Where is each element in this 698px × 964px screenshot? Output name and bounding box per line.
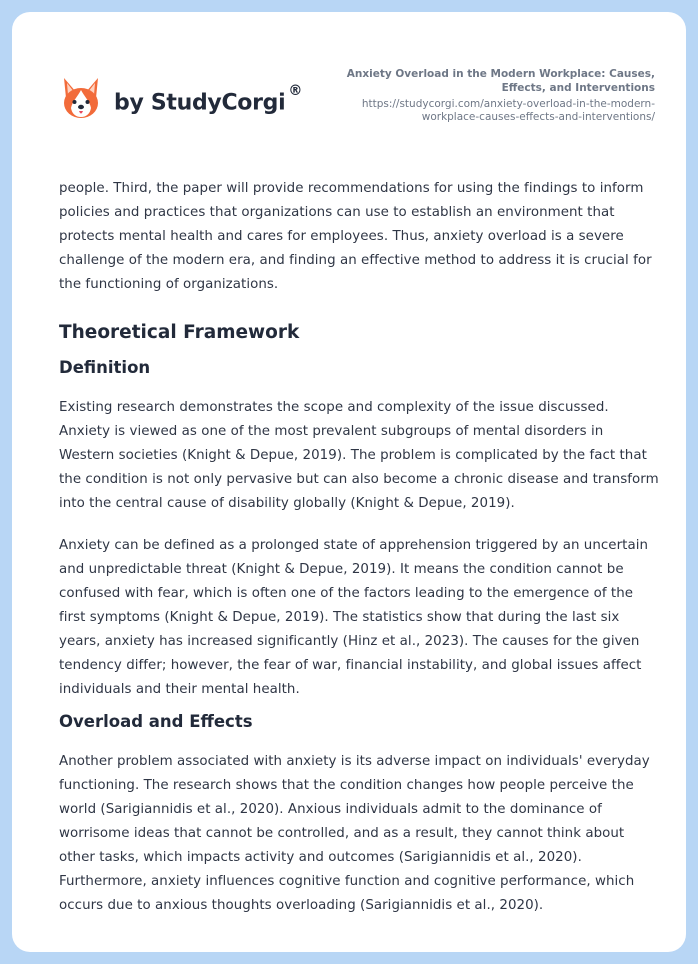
registered-mark: ® xyxy=(288,82,303,99)
corgi-logo-icon xyxy=(60,76,102,120)
intro-paragraph: people. Third, the paper will provide recommendations for using the findings to inform policies and practices that organizations can use to establish an environment that protects mental health and cares for employees. Thus, anxiety overload is a severe challenge of the modern era, and finding an effective method to address it is crucial for the functioning of organizations. xyxy=(59,181,652,292)
definition-paragraph-1: Existing research demonstrates the scope and complexity of the issue discussed. Anxiety is viewed as one of the most prevalent subgroups of mental disorders in Western societies (Knight & Depue, 2019). The problem is complicated by the fact that the condition is not only pervasive but can also become a chronic disease and transform into the central cause of disability globally (Knight & Depue, 2019). xyxy=(59,400,659,511)
overload-paragraph-1: Another problem associated with anxiety is its adverse impact on individuals' everyday functioning. The research shows that the condition changes how people perceive the world (Sarigiannidis et al., 2020). Anxious individuals admit to the dominance of worrisome ideas that cannot be controlled, and as a result, they cannot think about other tasks, which impacts activity and outcomes (Sarigiannidis et al., 2020). Furthermore, anxiety influences cognitive function and cognitive performance, which occurs due to anxious thoughts overloading (Sarigiannidis et al., 2020). xyxy=(59,754,650,913)
brand-text: by StudyCorgi xyxy=(114,90,286,116)
definition-paragraph-2: Anxiety can be defined as a prolonged state of apprehension triggered by an uncertain and unpredictable threat (Knight & Depue, 2019). It means the condition cannot be confused with fear, which is often one of the factors leading to the emergence of the first symptoms (Knight & Depue, 2019). The statistics show that during the last six years, anxiety has increased significantly (Hinz et al., 2023). The causes for the given tendency differ; however, the fear of war, financial instability, and global issues affect individuals and their mental health. xyxy=(59,538,649,697)
document-title: Anxiety Overload in the Modern Workplace: Causes, Effects, and Interventions xyxy=(346,68,655,94)
brand-name xyxy=(114,82,303,116)
subheading-overload-and-effects: Overload and Effects xyxy=(59,712,253,731)
document-url[interactable]: https://studycorgi.com/anxiety-overload-in-the-modern-workplace-causes-effects-and-interventions/ xyxy=(361,98,655,123)
document-body xyxy=(59,177,659,918)
studycorgi-logo[interactable] xyxy=(60,76,302,120)
section-heading-theoretical-framework: Theoretical Framework xyxy=(59,322,300,343)
page-header xyxy=(12,12,686,162)
subheading-definition: Definition xyxy=(59,358,151,377)
document-meta xyxy=(325,67,655,124)
document-page xyxy=(12,12,686,952)
